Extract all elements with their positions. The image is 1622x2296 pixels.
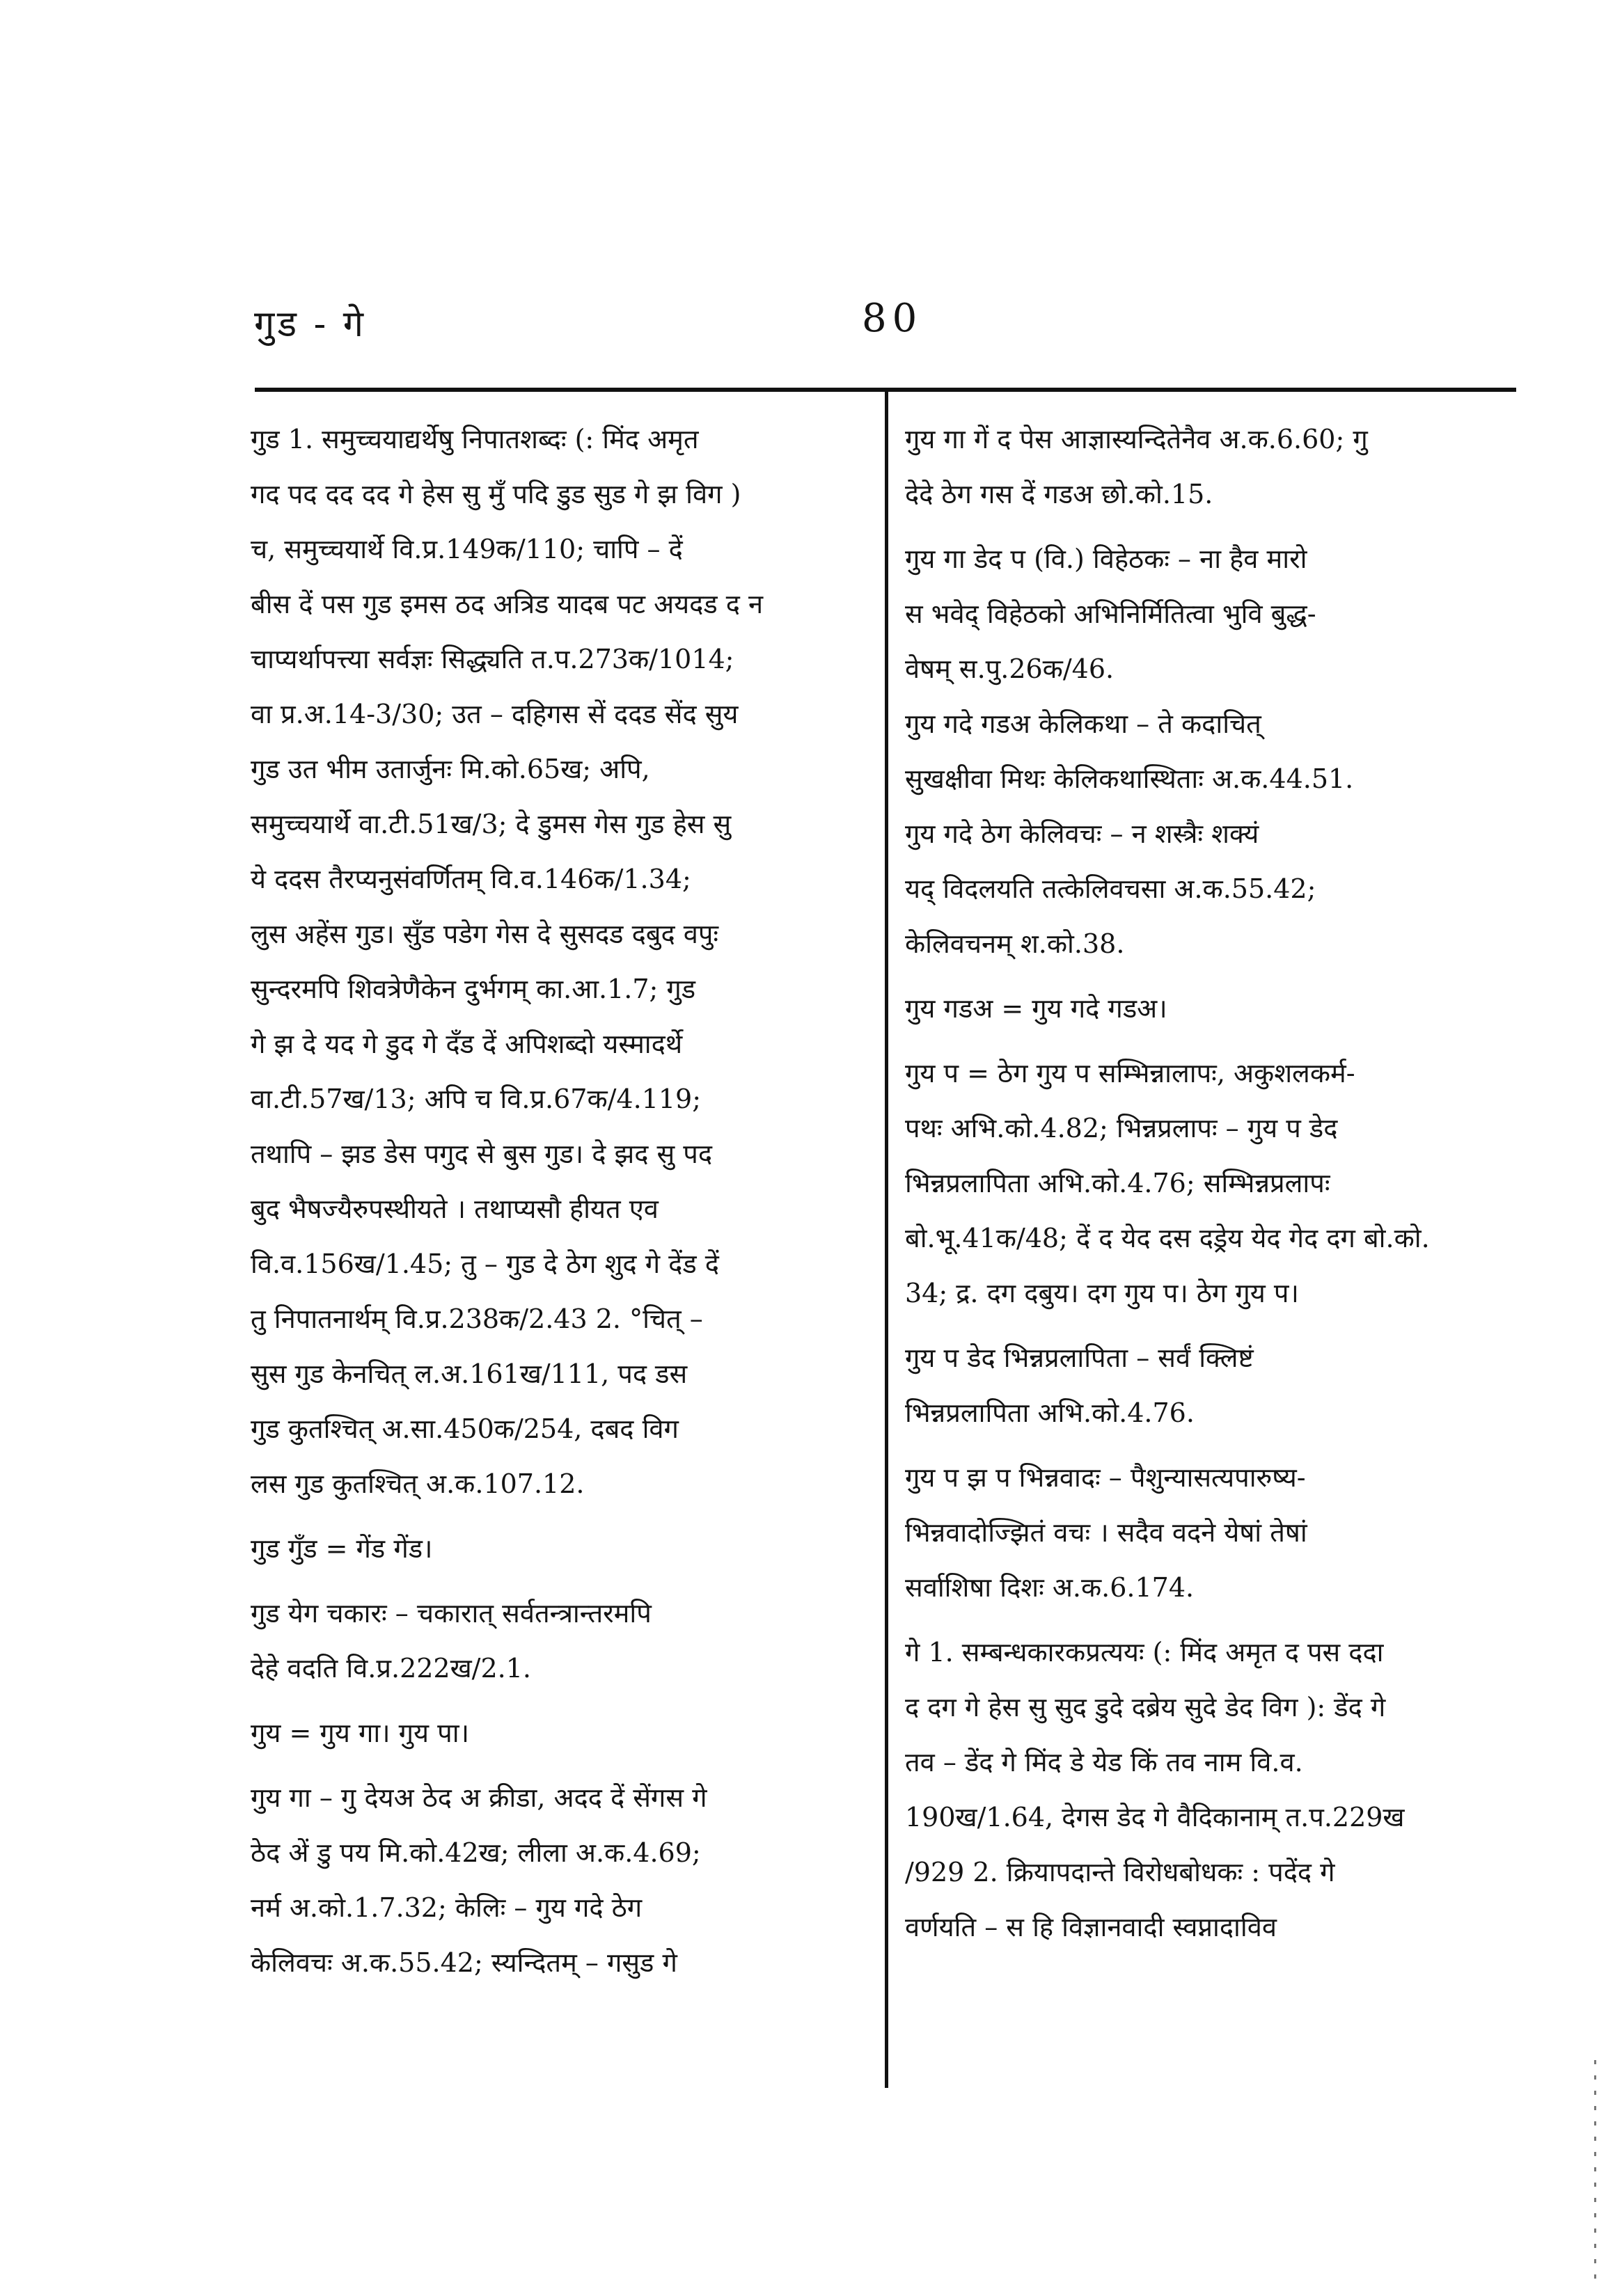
entry-line: सुस गुड केनचित् ल.अ.161ख/111, पद डस [251,1359,688,1389]
column-divider [885,390,888,2088]
entry-line: लस गुड कुतश्चित् अ.क.107.12. [251,1468,585,1499]
entry-line: गुय प = ठेग गुय प सम्भिन्नालापः, अकुशलकर्म- [905,1058,1355,1088]
entry-line: समुच्चयार्थे वा.टी.51ख/3; दे डुमस गेस गुड हेस सु [251,809,732,839]
entry-line: ठेद अें डु पय मि.को.42ख; लीला अ.क.4.69; [251,1837,701,1868]
entry-line: बो.भू.41क/48; दें द येद दस दड्रेय येद गेद दग बो.को. [905,1223,1430,1253]
entry-line: केलिवचनम् श.को.38. [905,928,1125,959]
entry-line: 34; द्र. दग दबुय। दग गुय प। ठेग गुय प। [905,1278,1299,1308]
entry-line: गुय गा – गु देयअ ठेद अ क्रीडा, अदद दें सेंगस गे [251,1782,707,1813]
page-number: 80 [862,296,923,341]
entry-line: तथापि – झड डेस पगुद से बुस गुड। दे झद सु पद [251,1139,713,1169]
entry-line: सुखक्षीवा मिथः केलिकथास्थिताः अ.क.44.51. [905,763,1354,794]
running-header-range: गुड - गे [254,303,367,345]
entry-line: गुड कुतश्चित् अ.सा.450क/254, दबद विग [251,1414,679,1444]
entry-line: ये ददस तैरप्यनुसंवर्णितम् वि.व.146क/1.34; [251,864,691,894]
entry-line: स भवेद् विहेठको अभिनिर्मितित्वा भुवि बुद्ध- [905,599,1316,629]
entry-line: देहे वदति वि.प्र.222ख/2.1. [251,1653,532,1684]
entry-line: केलिवचः अ.क.55.42; स्यन्दितम् – गसुड गे [251,1947,677,1978]
left-column [251,412,870,1990]
entry-line: गुय गडअ = गुय गदे गडअ। [905,993,1167,1024]
right-column [905,412,1511,1955]
entry-line: देदे ठेग गस दें गडअ छो.को.15. [905,479,1213,509]
entry-line: गुय प झ प भिन्नवादः – पैशुन्यासत्यपारुष्य- [905,1462,1306,1493]
entry-line: गुड गुँड = गेंड गेंड। [251,1533,433,1564]
scan-edge-mark [1594,2060,1596,2290]
entry-line: गुड येग चकारः – चकारात् सर्वतन्त्रान्तरमपि [251,1598,652,1629]
entry-line: नर्म अ.को.1.7.32; केलिः – गुय गदे ठेग [251,1892,643,1923]
entry-line: पथः अभि.को.4.82; भिन्नप्रलापः – गुय प डेद [905,1113,1338,1143]
entry-line: सुन्दरमपि शिवत्रेणैकेन दुर्भगम् का.आ.1.7; गुड [251,974,696,1004]
entry-line: लुस अहेंस गुड। सुँड पडेग गेस दे सुसदड दबुद वपुः [251,919,719,949]
entry-line: गुय प डेद भिन्नप्रलापिता – सर्वं क्लिष्टं [905,1343,1254,1373]
entry-line: वा प्र.अ.14-3/30; उत – दहिगस सें ददड सेंद सुय [251,699,739,729]
entry-line: गे 1. सम्बन्धकारकप्रत्ययः (: मिंद अमृत द पस ददा [905,1637,1384,1668]
entry-line: गुय = गुय गा। गुय पा। [251,1718,470,1748]
entry-line: बुद भैषज्यैरुपस्थीयते । तथाप्यसौ हीयत एव [251,1194,659,1224]
entry-line: च, समुच्चयार्थे वि.प्र.149क/110; चापि – दें [251,534,683,564]
entry-line: /929 2. क्रियापदान्ते विरोधबोधकः : पदेंद गे [905,1857,1335,1887]
entry-line: बीस दें पस गुड इमस ठद अत्रिड यादब पट अयदड द न [251,589,764,619]
entry-line: 190ख/1.64, देगस डेद गे वैदिकानाम् त.प.229ख [905,1802,1405,1832]
entry-line: चाप्यर्थापत्त्या सर्वज्ञः सिद्ध्यति त.प.273क/1014; [251,644,734,674]
entry-line: वर्णयति – स हि विज्ञानवादी स्वप्नादाविव [905,1912,1277,1942]
entry-line: तव – डेंद गे मिंद डे येड किं तव नाम वि.व. [905,1747,1303,1778]
entry-line: तु निपातनार्थम् वि.प्र.238क/2.43 2. °चित् – [251,1304,703,1334]
entry-line: गे झ दे यद गे डुद गे दँड दें अपिशब्दो यस्मादर्थे [251,1029,683,1059]
entry-line: वा.टी.57ख/13; अपि च वि.प्र.67क/4.119; [251,1084,702,1114]
entry-line: गुय गदे गडअ केलिकथा – ते कदाचित् [905,708,1261,739]
entry-line: द दग गे हेस सु सुद डुदे दब्रेय सुदे डेद विग ): डेंद गे [905,1692,1386,1723]
entry-line: भिन्नवादोज्झितं वचः । सदैव वदने येषां तेषां [905,1517,1307,1548]
entry-line: भिन्नप्रलापिता अभि.को.4.76. [905,1398,1195,1428]
entry-line: भिन्नप्रलापिता अभि.को.4.76; सम्भिन्नप्रलापः [905,1168,1330,1198]
entry-line: गुय गा डेद प (वि.) विहेठकः – ना हैव मारो [905,544,1307,574]
entry-line: गुड उत भीम उतार्जुनः मि.को.65ख; अपि, [251,754,650,784]
entry-line: गद पद दद दद गे हेस सु मुँ पदि डुड सुड गे झ विग ) [251,479,741,509]
entry-line: वेषम् स.पु.26क/46. [905,654,1115,684]
entry-line: वि.व.156ख/1.45; तु – गुड दे ठेग शुद गे देंड दें [251,1249,719,1279]
entry-line: गुय गदे ठेग केलिवचः – न शस्त्रैः शक्यं [905,818,1259,849]
entry-line: सर्वाशिषा दिशः अ.क.6.174. [905,1572,1195,1603]
entry-line: गुय गा गें द पेस आज्ञास्यन्दितेनैव अ.क.6.60; गु [905,424,1368,454]
entry-line: यद् विदलयति तत्केलिवचसा अ.क.55.42; [905,873,1316,904]
entry-line: गुड 1. समुच्चयाद्यर्थेषु निपातशब्दः (: मिंद अमृत [251,424,699,454]
